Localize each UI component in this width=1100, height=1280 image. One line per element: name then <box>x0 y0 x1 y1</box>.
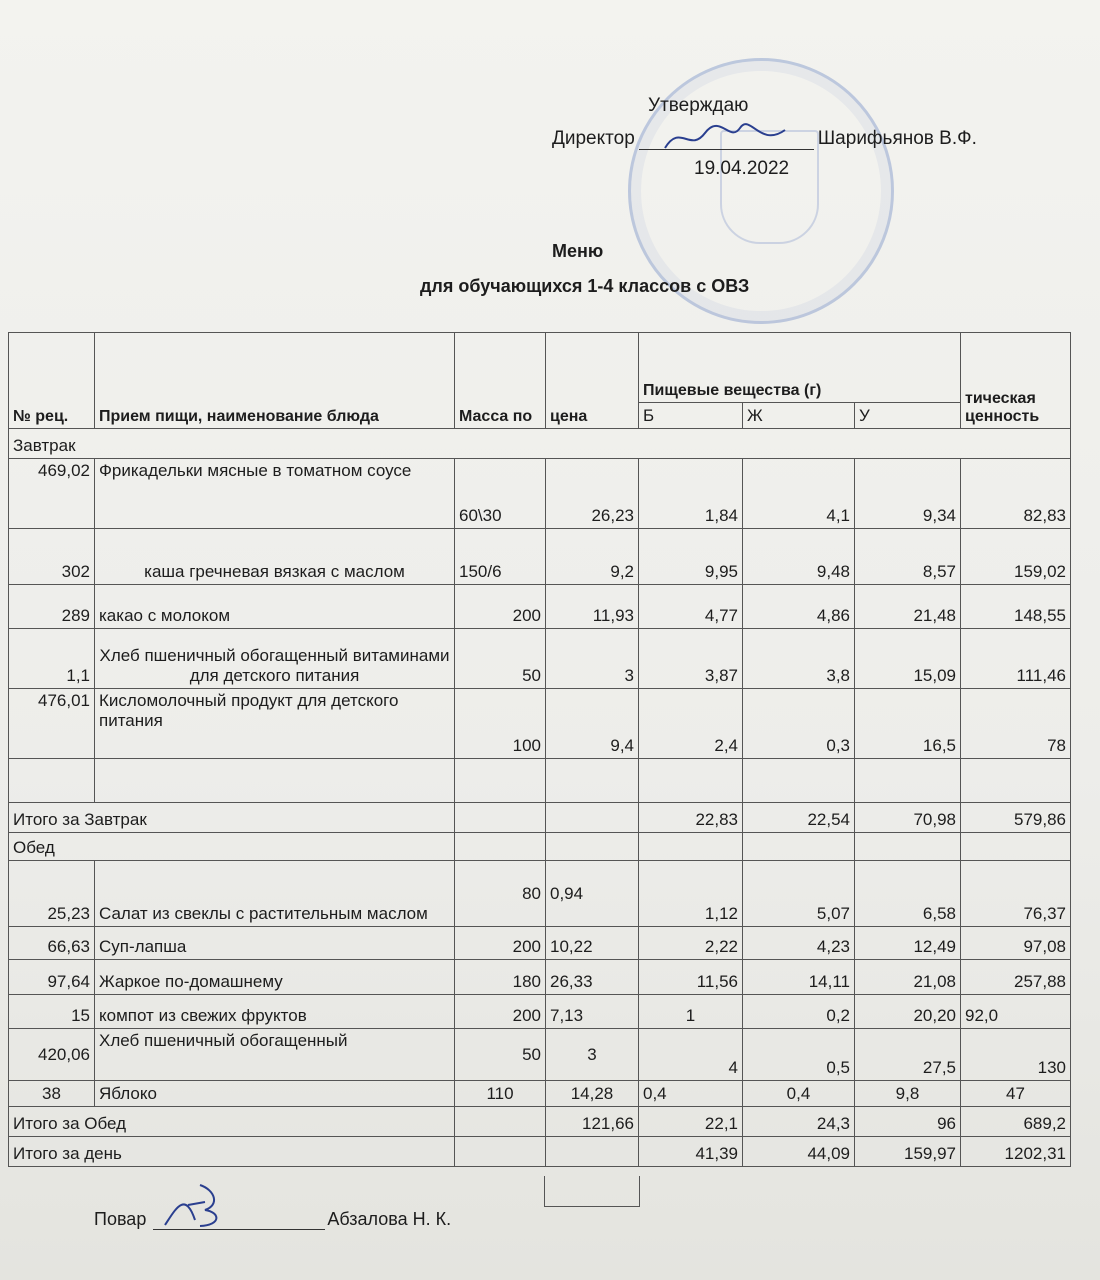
cell-protein: 22,1 <box>639 1107 743 1137</box>
table-row <box>9 629 1071 689</box>
cell-recipe: 289 <box>9 585 95 629</box>
section-lunch: Обед <box>9 833 455 861</box>
day-total-row <box>9 1137 1071 1167</box>
cook-line <box>94 1209 451 1230</box>
cell-name: Хлеб пшеничный обогащенный <box>95 1029 455 1081</box>
cell-recipe: 25,23 <box>9 861 95 927</box>
table-row <box>9 689 1071 759</box>
cell-energy: 148,55 <box>961 585 1071 629</box>
table-row <box>9 459 1071 529</box>
cell-protein: 4,77 <box>639 585 743 629</box>
cell-carbs: 15,09 <box>855 629 961 689</box>
cell-name: Фрикадельки мясные в томатном соусе <box>95 459 455 529</box>
cell-carbs: 159,97 <box>855 1137 961 1167</box>
cell-price: 26,23 <box>546 459 639 529</box>
cell-name: Яблоко <box>95 1081 455 1107</box>
section-row <box>9 429 1071 459</box>
cell-energy: 130 <box>961 1029 1071 1081</box>
document-subtitle: для обучающихся 1-4 классов с ОВЗ <box>420 276 750 296</box>
cell-energy: 82,83 <box>961 459 1071 529</box>
cell-fat: 0,3 <box>743 689 855 759</box>
cell-energy: 76,37 <box>961 861 1071 927</box>
cell-name: какао с молоком <box>95 585 455 629</box>
header-recipe-no: № рец. <box>9 333 95 429</box>
cell-mass: 50 <box>455 629 546 689</box>
cell-mass: 50 <box>455 1029 546 1081</box>
cell-carbs: 9,8 <box>855 1081 961 1107</box>
cell-carbs: 70,98 <box>855 803 961 833</box>
cell-protein: 3,87 <box>639 629 743 689</box>
cell-energy: 257,88 <box>961 960 1071 995</box>
cell-energy: 689,2 <box>961 1107 1071 1137</box>
cell-carbs: 96 <box>855 1107 961 1137</box>
cell-fat: 4,23 <box>743 927 855 960</box>
cook-name: Абзалова Н. К. <box>327 1209 452 1229</box>
cell-price: 7,13 <box>546 995 639 1029</box>
cell-protein: 0,4 <box>639 1081 743 1107</box>
cell-protein: 2,22 <box>639 927 743 960</box>
cell-protein: 1,84 <box>639 459 743 529</box>
table-row <box>9 927 1071 960</box>
trailing-cell <box>544 1176 640 1207</box>
cell-name: Хлеб пшеничный обогащенный витаминами для детского питания <box>95 629 455 689</box>
cell-price: 10,22 <box>546 927 639 960</box>
cell-carbs: 16,5 <box>855 689 961 759</box>
cell-protein: 9,95 <box>639 529 743 585</box>
section-breakfast: Завтрак <box>9 429 1071 459</box>
cell-recipe: 420,06 <box>9 1029 95 1081</box>
empty-row <box>9 759 1071 803</box>
cell-fat: 14,11 <box>743 960 855 995</box>
cell-carbs: 8,57 <box>855 529 961 585</box>
cell-price: 3 <box>546 629 639 689</box>
cell-fat: 3,8 <box>743 629 855 689</box>
cell-mass: 150/6 <box>455 529 546 585</box>
cell-protein: 22,83 <box>639 803 743 833</box>
cell-energy: 92,0 <box>961 995 1071 1029</box>
cell-carbs: 27,5 <box>855 1029 961 1081</box>
cell-fat: 22,54 <box>743 803 855 833</box>
lunch-total-label: Итого за Обед <box>9 1107 455 1137</box>
cell-fat: 0,5 <box>743 1029 855 1081</box>
cell-fat: 4,1 <box>743 459 855 529</box>
table-row <box>9 960 1071 995</box>
cell-price: 9,2 <box>546 529 639 585</box>
cell-protein: 2,4 <box>639 689 743 759</box>
document-title: Меню <box>552 241 604 261</box>
director-signature <box>660 118 790 158</box>
cell-energy: 78 <box>961 689 1071 759</box>
cell-carbs: 6,58 <box>855 861 961 927</box>
lunch-total-row <box>9 1107 1071 1137</box>
cell-fat: 0,4 <box>743 1081 855 1107</box>
cell-price: 26,33 <box>546 960 639 995</box>
approval-date: 19.04.2022 <box>694 158 790 179</box>
table-row <box>9 995 1071 1029</box>
cell-protein: 1,12 <box>639 861 743 927</box>
cell-fat: 4,86 <box>743 585 855 629</box>
cell-recipe: 469,02 <box>9 459 95 529</box>
header-meal-name: Прием пищи, наименование блюда <box>95 333 455 429</box>
cell-price: 0,94 <box>546 861 639 927</box>
cell-name: Суп-лапша <box>95 927 455 960</box>
cell-recipe: 97,64 <box>9 960 95 995</box>
cell-name: компот из свежих фруктов <box>95 995 455 1029</box>
header-carbs: У <box>855 403 961 429</box>
cell-name: Жаркое по-домашнему <box>95 960 455 995</box>
approval-position: Директор <box>552 128 635 149</box>
header-fat: Ж <box>743 403 855 429</box>
cell-carbs: 21,08 <box>855 960 961 995</box>
cell-name: Кисломолочный продукт для детского питания <box>95 689 455 759</box>
cell-fat: 0,2 <box>743 995 855 1029</box>
cell-recipe: 476,01 <box>9 689 95 759</box>
cell-name: Салат из свеклы с растительным маслом <box>95 861 455 927</box>
cell-carbs: 20,20 <box>855 995 961 1029</box>
table-row <box>9 529 1071 585</box>
header-price: цена <box>546 333 639 429</box>
cell-protein: 4 <box>639 1029 743 1081</box>
cell-energy: 97,08 <box>961 927 1071 960</box>
breakfast-total-label: Итого за Завтрак <box>9 803 455 833</box>
cell-energy: 579,86 <box>961 803 1071 833</box>
header-mass: Масса по <box>455 333 546 429</box>
cell-protein: 11,56 <box>639 960 743 995</box>
cell-price: 9,4 <box>546 689 639 759</box>
cell-carbs: 9,34 <box>855 459 961 529</box>
cell-fat: 24,3 <box>743 1107 855 1137</box>
cell-protein: 41,39 <box>639 1137 743 1167</box>
approval-title: Утверждаю <box>648 95 749 116</box>
cell-energy: 47 <box>961 1081 1071 1107</box>
cell-carbs: 12,49 <box>855 927 961 960</box>
cell-recipe: 1,1 <box>9 629 95 689</box>
approval-name: Шарифьянов В.Ф. <box>817 128 977 149</box>
breakfast-total-row <box>9 803 1071 833</box>
header-energy: тическая ценность <box>961 333 1071 429</box>
cook-signature-line <box>153 1211 325 1230</box>
table-row <box>9 585 1071 629</box>
cell-fat: 5,07 <box>743 861 855 927</box>
cell-energy: 111,46 <box>961 629 1071 689</box>
cell-name: каша гречневая вязкая с маслом <box>95 529 455 585</box>
table-row <box>9 1029 1071 1081</box>
cook-position: Повар <box>94 1209 147 1229</box>
cell-energy: 159,02 <box>961 529 1071 585</box>
cell-fat: 9,48 <box>743 529 855 585</box>
table-row <box>9 1081 1071 1107</box>
cell-recipe: 302 <box>9 529 95 585</box>
cell-price: 3 <box>546 1029 639 1081</box>
cell-price: 121,66 <box>546 1107 639 1137</box>
menu-table <box>8 332 1071 1167</box>
cell-carbs: 21,48 <box>855 585 961 629</box>
cell-mass: 60\30 <box>455 459 546 529</box>
cell-mass: 200 <box>455 927 546 960</box>
cell-price: 11,93 <box>546 585 639 629</box>
cell-recipe: 38 <box>9 1081 95 1107</box>
section-row <box>9 833 1071 861</box>
cell-fat: 44,09 <box>743 1137 855 1167</box>
cell-mass: 100 <box>455 689 546 759</box>
cell-mass: 200 <box>455 585 546 629</box>
header-protein: Б <box>639 403 743 429</box>
cell-recipe: 15 <box>9 995 95 1029</box>
cell-recipe: 66,63 <box>9 927 95 960</box>
header-nutrients: Пищевые вещества (г) <box>639 333 961 403</box>
cell-mass: 110 <box>455 1081 546 1107</box>
cell-price: 14,28 <box>546 1081 639 1107</box>
cell-mass: 180 <box>455 960 546 995</box>
cell-energy: 1202,31 <box>961 1137 1071 1167</box>
header-row <box>9 333 1071 403</box>
cell-mass: 80 <box>455 861 546 927</box>
cell-protein: 1 <box>639 995 743 1029</box>
table-row <box>9 861 1071 927</box>
cell-mass: 200 <box>455 995 546 1029</box>
day-total-label: Итого за день <box>9 1137 455 1167</box>
